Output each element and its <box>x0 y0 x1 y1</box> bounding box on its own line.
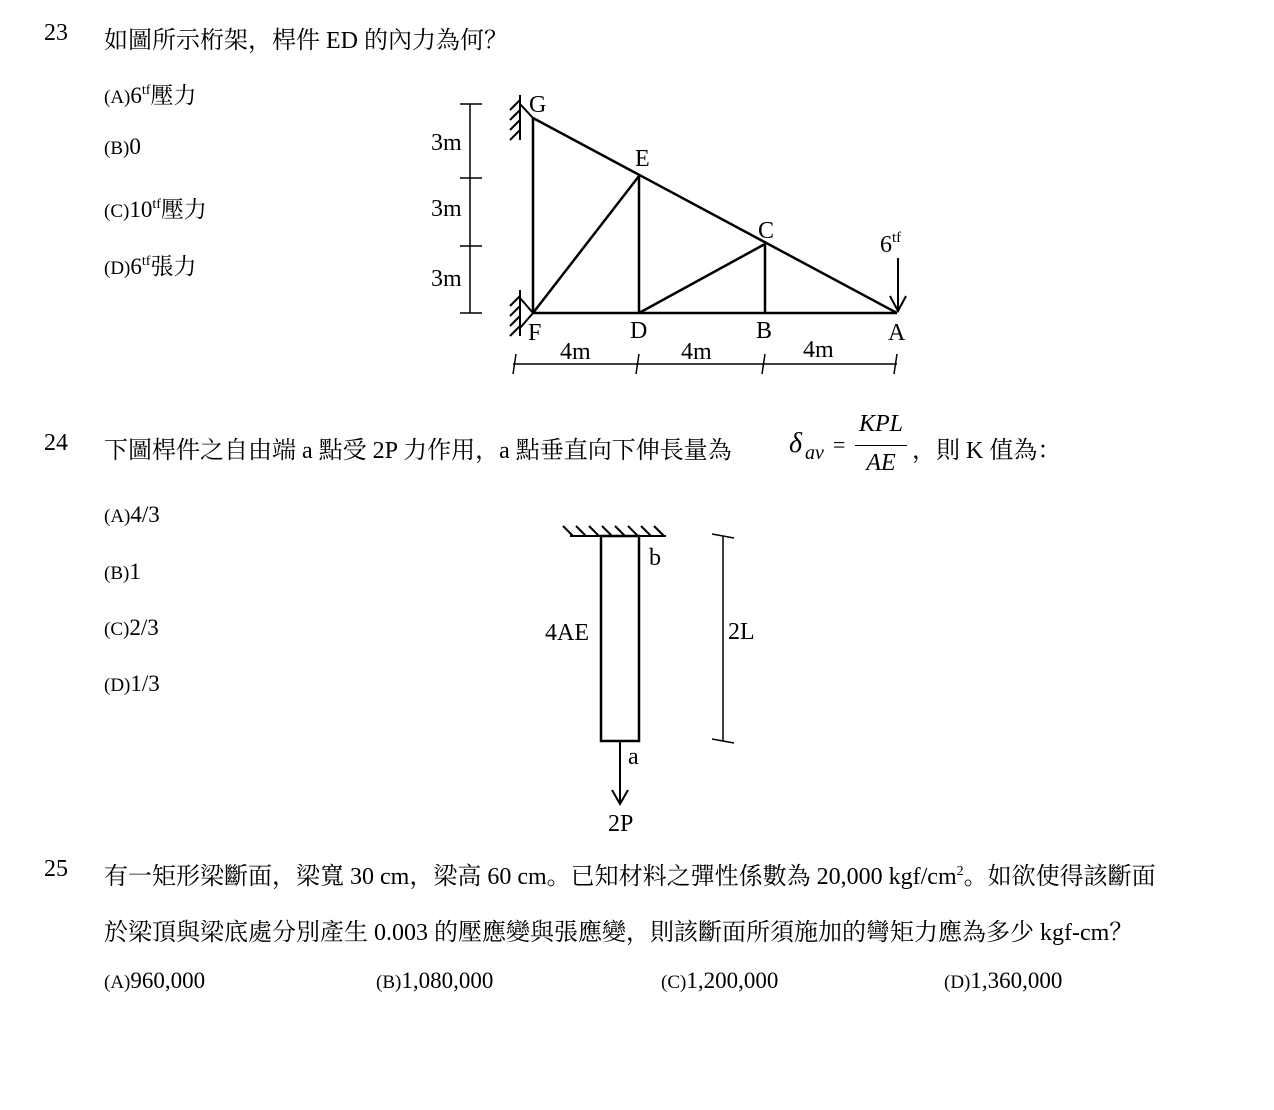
q25-line1-superscript: 2 <box>956 864 964 879</box>
option-label: (A) <box>104 506 131 527</box>
option-value: 10 <box>129 197 153 222</box>
q25-option-d[interactable] <box>944 968 1062 994</box>
node-label-d: D <box>630 318 648 344</box>
option-suffix: 張力 <box>150 254 197 279</box>
dim-label-h3: 4m <box>803 337 834 363</box>
fraction-numerator: KPL <box>858 411 903 437</box>
bar-figure <box>0 500 1274 850</box>
node-label-f: F <box>528 320 542 346</box>
option-label: (C) <box>104 201 130 222</box>
q25-option-a[interactable] <box>104 968 205 994</box>
truss-members <box>533 118 897 313</box>
node-label-a: A <box>888 320 906 346</box>
node-label-e: E <box>635 146 650 172</box>
load-value: 6 <box>880 232 892 258</box>
option-label: (A) <box>104 972 131 993</box>
member-GA <box>533 118 897 313</box>
option-label: (D) <box>104 258 131 279</box>
q25-line1-text: 有一矩形梁斷面，梁寬 30 cm，梁高 60 cm。已知材料之彈性係數為 20,000 kgf/cm <box>104 864 957 890</box>
dim-label-h2: 4m <box>681 339 712 365</box>
q25-option-c[interactable] <box>661 968 778 994</box>
option-unit: tf <box>152 197 161 212</box>
option-label: (D) <box>944 972 971 993</box>
option-value: 1,360,000 <box>970 968 1063 993</box>
length-label: 2L <box>728 619 755 645</box>
load-label <box>880 230 901 258</box>
option-value: 1/3 <box>130 671 160 696</box>
option-value: 1,200,000 <box>686 968 779 993</box>
option-value: 4/3 <box>130 502 160 527</box>
option-value: 1 <box>129 559 141 584</box>
q25-line1-end: 。如欲使得該斷面 <box>963 864 1156 890</box>
q24-question-text: 下圖桿件之自由端 a 點受 2P 力作用，a 點垂直向下伸長量為 <box>104 438 732 464</box>
dim-label-v2: 3m <box>431 196 462 222</box>
stiffness-label: 4AE <box>545 620 589 646</box>
q25-number: 25 <box>44 856 68 882</box>
option-value: 960,000 <box>130 968 206 993</box>
force-arrow <box>612 741 628 804</box>
bar-member <box>601 536 639 741</box>
fraction-bar <box>855 445 907 446</box>
q24-question-text-end: ，則 K 值為： <box>912 438 1062 464</box>
option-unit: tf <box>141 83 151 98</box>
point-label-a: a <box>628 744 639 770</box>
dim-label-v1: 3m <box>431 130 462 156</box>
truss-figure <box>0 0 1274 400</box>
member-FE <box>533 176 639 313</box>
node-label-b: B <box>756 318 773 344</box>
delta-subscript: av <box>805 442 824 464</box>
q23-question-text: 如圖所示桁架，桿件 ED 的內力為何？ <box>104 28 508 54</box>
option-label: (A) <box>104 87 131 108</box>
node-label-g: G <box>529 92 547 118</box>
option-value: 2/3 <box>129 615 159 640</box>
delta-symbol: δ <box>789 428 803 459</box>
option-value: 6 <box>130 83 142 108</box>
load-unit: tf <box>892 230 902 246</box>
q24-number: 24 <box>44 430 68 456</box>
member-DC <box>639 244 765 313</box>
option-label: (C) <box>661 972 687 993</box>
equals-sign: = <box>833 432 846 457</box>
q25-question-line-2: 於梁頂與梁底處分別產生 0.003 的壓應變與張應變，則該斷面所須施加的彎矩力應為多少 kgf-cm？ <box>104 920 1134 946</box>
option-unit: tf <box>141 254 151 269</box>
option-value: 6 <box>130 254 142 279</box>
option-value: 1,080,000 <box>401 968 494 993</box>
dim-label-v3: 3m <box>431 266 462 292</box>
q25-question-line-1 <box>104 856 1156 891</box>
option-label: (B) <box>376 972 402 993</box>
option-label: (B) <box>104 563 130 584</box>
option-label: (D) <box>104 675 131 696</box>
vertical-dimension <box>460 104 482 313</box>
load-arrow <box>890 258 906 311</box>
point-label-b: b <box>649 545 661 571</box>
force-label: 2P <box>608 811 634 837</box>
fraction-denominator: AE <box>866 450 896 476</box>
node-label-c: C <box>758 218 775 244</box>
option-label: (C) <box>104 619 130 640</box>
option-suffix: 壓力 <box>150 83 197 108</box>
q23-number: 23 <box>44 20 68 46</box>
dim-label-h1: 4m <box>560 339 591 365</box>
fixed-support <box>563 526 666 536</box>
q25-option-b[interactable] <box>376 968 493 994</box>
option-value: 0 <box>129 134 141 159</box>
option-label: (B) <box>104 138 130 159</box>
option-suffix: 壓力 <box>160 197 207 222</box>
